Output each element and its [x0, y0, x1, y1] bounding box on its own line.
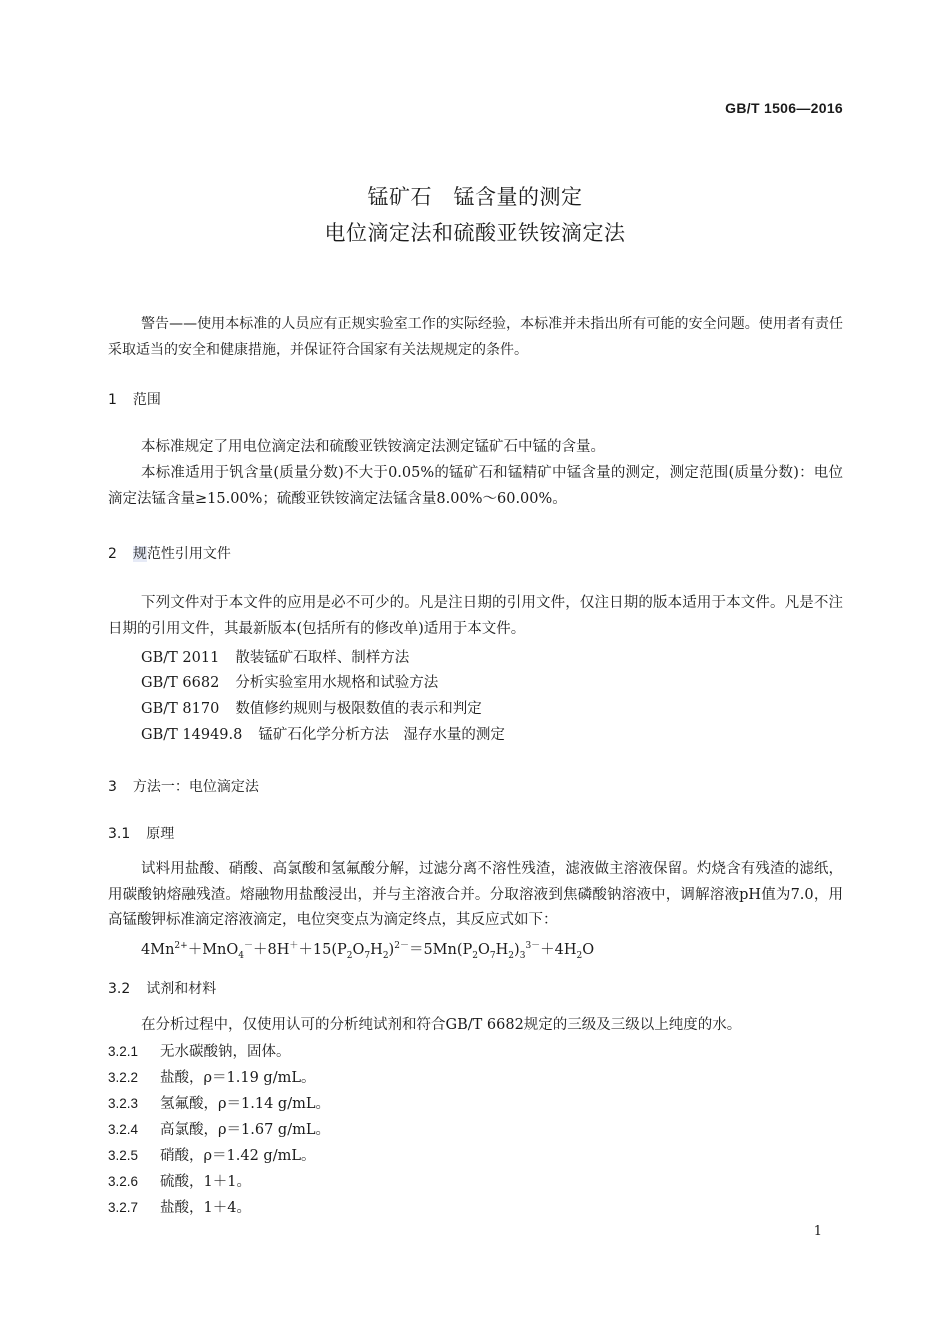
item-number: 3.2.5	[108, 1148, 139, 1163]
reference-code: GB/T 8170	[141, 701, 220, 717]
reagent-item	[108, 1118, 330, 1139]
item-text: 盐酸，1＋4。	[160, 1200, 251, 1216]
scope-paragraph-1: 本标准规定了用电位滴定法和硫酸亚铁铵滴定法测定锰矿石中锰的含量。	[141, 439, 605, 455]
section-title: 范性引用文件	[146, 546, 231, 562]
reference-item	[141, 723, 505, 744]
section-title-first-char: 规	[132, 546, 147, 562]
item-text: 高氯酸，ρ＝1.67 g/mL。	[160, 1122, 330, 1138]
item-number: 3.2.2	[108, 1070, 139, 1085]
section-number: 2	[108, 546, 117, 562]
reference-item	[141, 646, 409, 667]
reagent-item	[108, 1144, 315, 1165]
section-number: 3.2	[108, 981, 131, 997]
section-3-heading	[108, 776, 259, 796]
reference-item	[141, 671, 438, 692]
scope-paragraph-2: 本标准适用于钒含量(质量分数)不大于0.05%的锰矿石和锰精矿中锰含量的测定，测定范围(质量分数)：电位滴定法锰含量≥15.00%；硫酸亚铁铵滴定法锰含量8.00%～60.00%。	[108, 465, 843, 507]
item-text: 硝酸，ρ＝1.42 g/mL。	[160, 1148, 316, 1164]
section-2-heading	[108, 543, 231, 563]
reaction-equation: $4Mn^{2+}+MnO_4^-+8H^++15(P_2O_7H_2)^{2-}=5Mn(P_2O_7H_2)_3^{3-}+4H_2O$	[141, 941, 595, 961]
reference-code: GB/T 14949.8	[141, 727, 243, 743]
section-1-heading	[108, 389, 161, 409]
references-intro: 下列文件对于本文件的应用是必不可少的。凡是注日期的引用文件，仅注日期的版本适用于本文件。凡是不注日期的引用文件，其最新版本(包括所有的修改单)适用于本文件。	[108, 595, 843, 637]
section-title: 方法一：电位滴定法	[132, 779, 259, 795]
reference-item	[141, 697, 482, 718]
reagent-item	[108, 1170, 251, 1191]
section-number: 1	[108, 392, 117, 408]
warning-paragraph: 警告——使用本标准的人员应有正规实验室工作的实际经验，本标准并未指出所有可能的安全问题。使用者有责任采取适当的安全和健康措施，并保证符合国家有关法规规定的条件。	[108, 316, 843, 358]
item-text: 氢氟酸，ρ＝1.14 g/mL。	[160, 1096, 330, 1112]
section-3-1-heading	[108, 823, 174, 843]
reference-title: 锰矿石化学分析方法 湿存水量的测定	[258, 727, 505, 743]
reference-title: 分析实验室用水规格和试验方法	[235, 675, 439, 691]
section-3-2-heading	[108, 978, 216, 998]
principle-paragraph: 试料用盐酸、硝酸、高氯酸和氢氟酸分解，过滤分离不溶性残渣，滤液做主溶液保留。灼烧含有残渣的滤纸，用碳酸钠熔融残渣。熔融物用盐酸浸出，并与主溶液合并。分取溶液到焦磷酸钠溶液中，调解溶液pH值为7.0，用高锰酸钾标准滴定溶液滴定，电位突变点为滴定终点，其反应式如下：	[108, 861, 843, 928]
item-number: 3.2.4	[108, 1122, 139, 1137]
reagents-intro: 在分析过程中，仅使用认可的分析纯试剂和符合GB/T 6682规定的三级及三级以上纯度的水。	[141, 1017, 742, 1033]
section-number: 3.1	[108, 826, 131, 842]
item-number: 3.2.1	[108, 1044, 139, 1059]
section-title: 试剂和材料	[146, 981, 217, 997]
page-number: 1	[813, 1224, 822, 1239]
reagent-item	[108, 1196, 251, 1217]
reference-code: GB/T 6682	[141, 675, 220, 691]
title-line-1: 锰矿石 锰含量的测定	[367, 185, 583, 209]
item-text: 硫酸，1＋1。	[160, 1174, 251, 1190]
section-title: 原理	[146, 826, 175, 842]
item-number: 3.2.6	[108, 1174, 139, 1189]
reference-title: 散装锰矿石取样、制样方法	[235, 650, 410, 666]
section-title: 范围	[132, 392, 161, 408]
item-text: 盐酸，ρ＝1.19 g/mL。	[160, 1070, 316, 1086]
reference-title: 数值修约规则与极限数值的表示和判定	[235, 701, 482, 717]
item-text: 无水碳酸钠，固体。	[160, 1044, 291, 1060]
reagent-item	[108, 1092, 330, 1113]
title-line-2: 电位滴定法和硫酸亚铁铵滴定法	[324, 221, 626, 245]
standard-number: GB/T 1506—2016	[725, 100, 843, 116]
section-number: 3	[108, 779, 117, 795]
item-number: 3.2.7	[108, 1200, 139, 1215]
reagent-item	[108, 1040, 291, 1061]
item-number: 3.2.3	[108, 1096, 139, 1111]
reagent-item	[108, 1066, 315, 1087]
reference-code: GB/T 2011	[141, 650, 220, 666]
